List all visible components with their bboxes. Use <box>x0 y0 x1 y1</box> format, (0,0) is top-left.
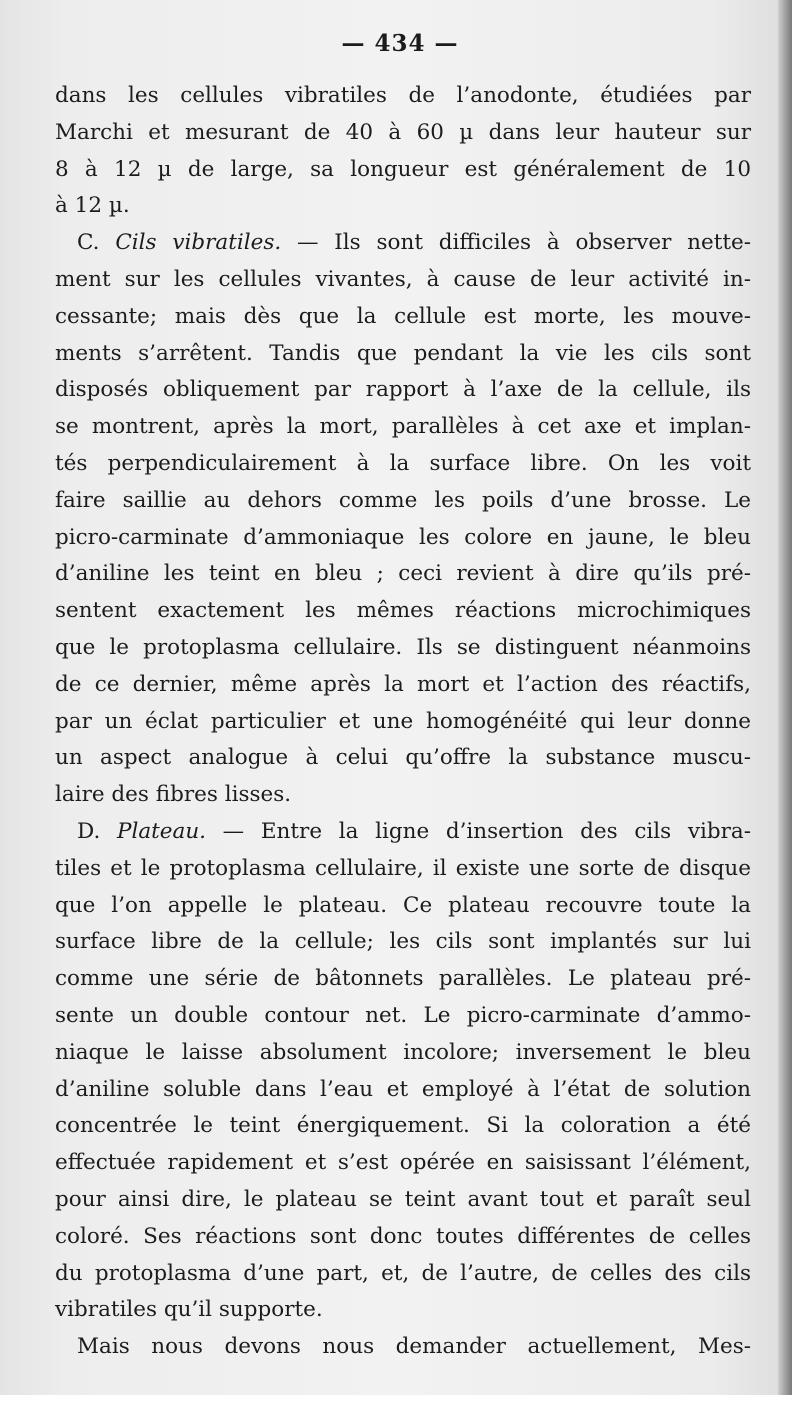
text-line-fragment: — Ils sont difficiles à observer nette- <box>281 230 752 256</box>
text-line: sentent exactement les mêmes réactions microchimiques <box>55 598 751 624</box>
text-line: d’aniline les teint en bleu ; ceci revient à dire qu’ils pré- <box>55 561 751 587</box>
section-d-heading-line <box>55 814 751 851</box>
text-line: faire saillie au dehors comme les poils d’une brosse. Le <box>55 487 751 513</box>
section-c-label: C. <box>77 230 116 256</box>
text-line-fragment: — Entre la ligne d’insertion des cils vibra- <box>206 818 752 844</box>
text-line: tiles et le protoplasma cellulaire, il existe une sorte de disque <box>55 855 751 881</box>
text-line: ments s’arrêtent. Tandis que pendant la vie les cils sont <box>55 340 751 366</box>
page-number: — 434 — <box>341 30 459 57</box>
text-line: que le protoplasma cellulaire. Ils se distinguent néanmoins <box>55 634 751 660</box>
text-line: cessante; mais dès que la cellule est morte, les mouve- <box>55 303 751 329</box>
text-line: vibratiles qu’il supporte. <box>55 1297 323 1323</box>
text-line: de ce dernier, même après la mort et l’action des réactifs, <box>55 671 751 697</box>
text-line: concentrée le teint énergiquement. Si la coloration a été <box>55 1113 751 1139</box>
text-line: se montrent, après la mort, parallèles à cet axe et implan- <box>55 414 751 440</box>
text-line: laire des fibres lisses. <box>55 782 292 808</box>
text-line: du protoplasma d’une part, et, de l’autre, de celles des cils <box>55 1260 751 1286</box>
text-line: par un éclat particulier et une homogénéité qui leur donne <box>55 708 751 734</box>
text-line: Marchi et mesurant de 40 à 60 µ dans leur hauteur sur <box>55 119 751 145</box>
section-d-label: D. <box>77 818 117 844</box>
section-d-title: Plateau. <box>116 818 207 844</box>
body-text <box>55 78 751 1366</box>
text-line: niaque le laisse absolument incolore; inversement le bleu <box>55 1039 751 1065</box>
text-line: coloré. Ses réactions sont donc toutes différentes de celles <box>55 1223 751 1249</box>
text-line: sente un double contour net. Le picro-carminate d’ammo- <box>55 1002 751 1028</box>
text-line: tés perpendiculairement à la surface libre. On les voit <box>55 450 751 476</box>
text-line: un aspect analogue à celui qu’offre la substance muscu- <box>55 745 751 771</box>
text-line: que l’on appelle le plateau. Ce plateau recouvre toute la <box>55 892 751 918</box>
text-line: disposés obliquement par rapport à l’axe de la cellule, ils <box>55 377 751 403</box>
text-line: à 12 µ. <box>55 193 130 219</box>
text-line: dans les cellules vibratiles de l’anodonte, étudiées par <box>55 83 751 108</box>
text-line: 8 à 12 µ de large, sa longueur est généralement de 10 <box>55 156 751 182</box>
text-line: surface libre de la cellule; les cils sont implantés sur lui <box>55 929 751 955</box>
text-line: d’aniline soluble dans l’eau et employé à l’état de solution <box>55 1076 751 1102</box>
text-line: picro-carminate d’ammoniaque les colore en jaune, le bleu <box>55 524 751 550</box>
page-edge-shadow <box>778 0 792 1395</box>
text-line: pour ainsi dire, le plateau se teint avant tout et paraît seul <box>55 1186 751 1212</box>
text-line: comme une série de bâtonnets parallèles. Le plateau pré- <box>55 966 751 992</box>
text-line: Mais nous devons nous demander actuellement, Mes- <box>77 1334 751 1360</box>
section-c-heading-line <box>55 225 751 262</box>
text-line: ment sur les cellules vivantes, à cause de leur activité in- <box>55 266 751 292</box>
text-line: effectuée rapidement et s’est opérée en saisissant l’élément, <box>55 1150 751 1176</box>
section-c-title: Cils vibratiles. <box>115 230 282 256</box>
